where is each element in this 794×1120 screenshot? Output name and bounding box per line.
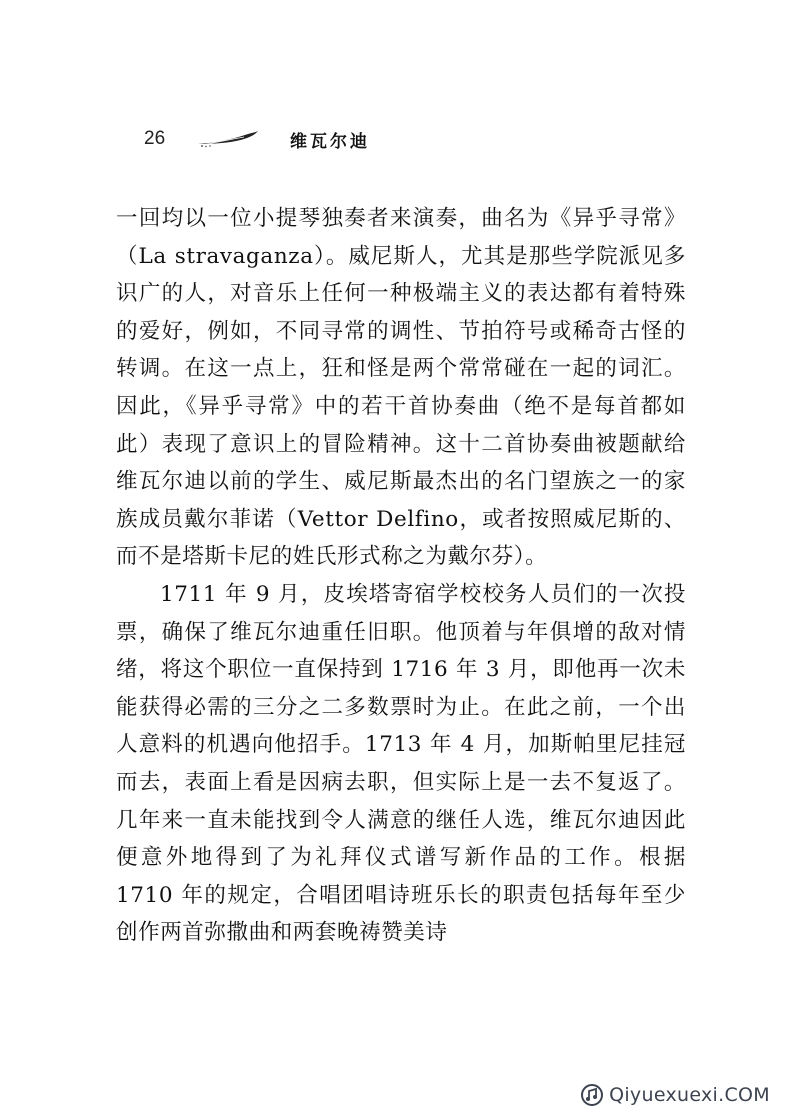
site-watermark: [581, 1084, 770, 1106]
paragraph: 1711 年 9 月，皮埃塔寄宿学校校务人员们的一次投票，确保了维瓦尔迪重任旧职。他顶着与年俱增的敌对情绪，将这个职位一直保持到 1716 年 3 月，即他再一次未能获得必需的三分之二多数票时为止。在此之前，一个出人意料的机遇向他招手。1713 年 4 月，加斯帕里尼挂冠而去，表面上看是因病去职，但实际上是一去不复返了。几年来一直未能找到令人满意的继任人选，维瓦尔迪因此便意外地得到了为礼拜仪式谱写新作品的工作。根据 1710 年的规定，合唱团唱诗班乐长的职责包括每年至少创作两首弥撒曲和两套晚祷赞美诗: [116, 581, 686, 946]
yueqi-logo-icon: [581, 1084, 603, 1106]
page-header: [144, 124, 370, 154]
paragraph-continued: 一回均以一位小提琴独奏者来演奏，曲名为《异乎寻常》（La stravaganza）。威尼斯人，尤其是那些学院派见多识广的人，对音乐上任何一种极端主义的表达都有着特殊的爱好，例如，不同寻常的调性、节拍符号或稀奇古怪的转调。在这一点上，狂和怪是两个常常碰在一起的词汇。因此，《异乎寻常》中的若干首协奏曲（绝不是每首都如此）表现了意识上的冒险精神。这十二首协奏曲被题献给维瓦尔迪以前的学生、威尼斯最杰出的名门望族之一的家族成员戴尔菲诺（Vettor Delfino，或者按照威尼斯的、而不是塔斯卡尼的姓氏形式称之为戴尔芬）。: [116, 206, 686, 570]
quill-ornament-icon: [196, 129, 260, 149]
page-number: 26: [144, 128, 166, 149]
body-text: [116, 200, 686, 952]
watermark-text: Qiyuexuexi.COM: [609, 1084, 770, 1106]
running-title: 维瓦尔迪: [290, 131, 370, 152]
